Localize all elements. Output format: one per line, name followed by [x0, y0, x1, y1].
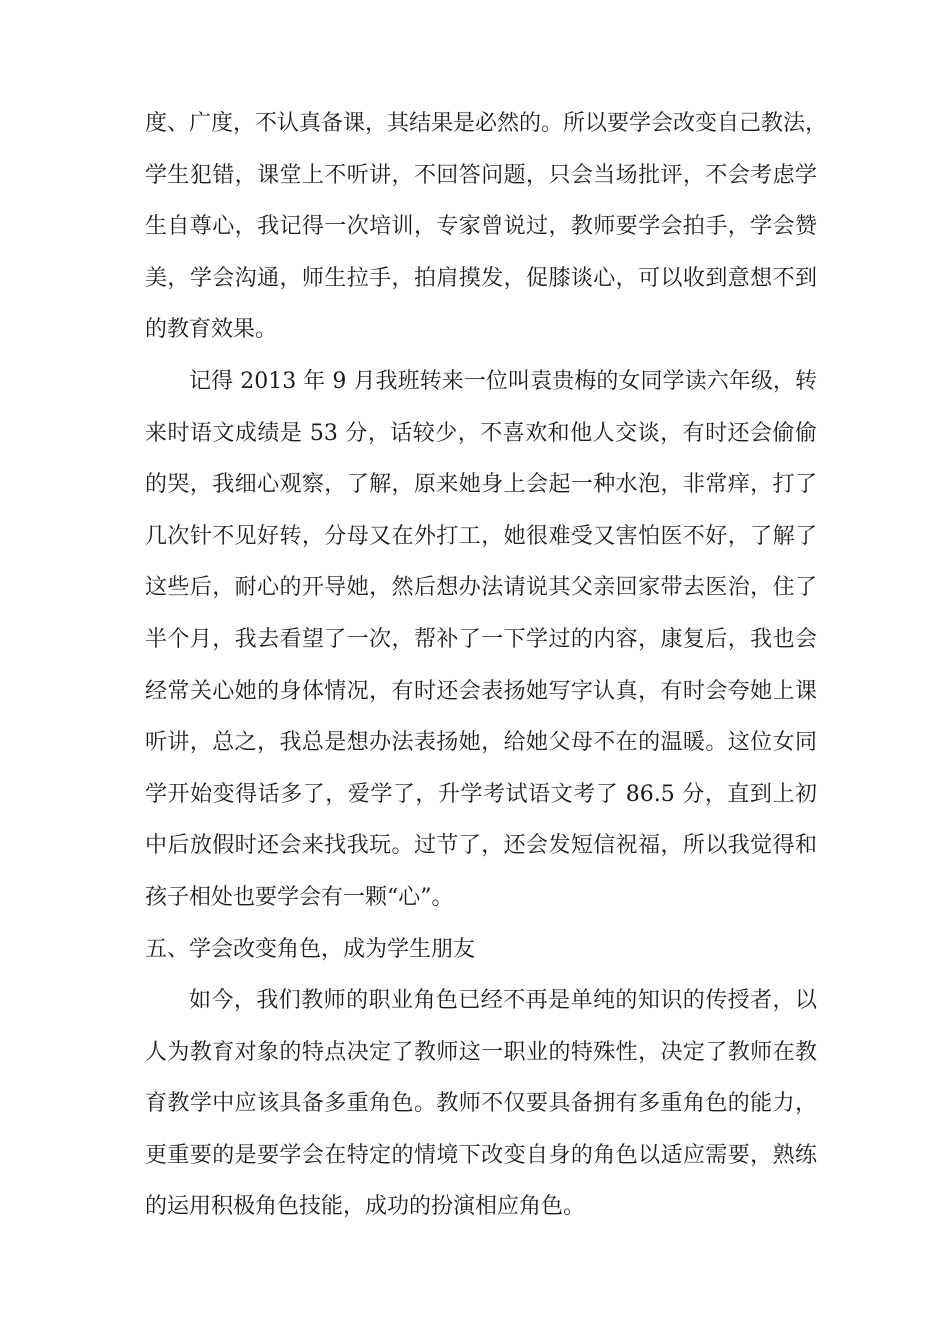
text-line: 的教育效果。 [145, 317, 278, 343]
text-line: 这些后，耐心的开导她，然后想办法请说其父亲回家带去医治，住了 [145, 575, 817, 601]
document-body [145, 98, 828, 1233]
text-line: 经常关心她的身体情况，有时还会表扬她写字认真，有时会夸她上课 [145, 678, 817, 704]
text-line: 中后放假时还会来找我玩。过节了，还会发短信祝福，所以我觉得和 [145, 833, 817, 859]
text-line: 来时语文成绩是 53 分，话较少，不喜欢和他人交谈，有时还会偷偷 [145, 420, 817, 446]
paragraph-student-story [145, 356, 817, 924]
text-line: 度、广度，不认真备课，其结果是必然的。所以要学会改变自己教法， [145, 111, 828, 136]
text-line: 记得 2013 年 9 月我班转来一位叫袁贵梅的女同学读六年级，转 [189, 368, 817, 394]
text-line: 的哭，我细心观察，了解，原来她身上会起一种水泡，非常痒，打了 [145, 472, 817, 498]
section-heading-5 [145, 924, 817, 976]
paragraph-teacher-roles [145, 975, 817, 1233]
text-line: 生自尊心，我记得一次培训，专家曾说过，教师要学会拍手，学会赞 [145, 214, 817, 240]
text-line: 美，学会沟通，师生拉手，拍肩摸发，促膝谈心，可以收到意想不到 [145, 265, 817, 291]
paragraph-teaching-methods [145, 98, 828, 356]
text-line: 的运用积极角色技能，成功的扮演相应角色。 [145, 1194, 586, 1220]
text-line: 如今，我们教师的职业角色已经不再是单纯的知识的传授者，以 [189, 988, 817, 1014]
text-line: 听讲，总之，我总是想办法表扬她，给她父母不在的温暖。这位女同 [145, 730, 817, 756]
text-line: 学生犯错，课堂上不听讲，不回答问题，只会当场批评，不会考虑学 [145, 162, 817, 188]
heading-text: 五、学会改变角色，成为学生朋友 [145, 936, 476, 962]
text-line: 更重要的是要学会在特定的情境下改变自身的角色以适应需要，熟练 [145, 1142, 817, 1168]
text-line: 半个月，我去看望了一次，帮补了一下学过的内容，康复后，我也会 [145, 626, 817, 652]
text-line: 育教学中应该具备多重角色。教师不仅要具备拥有多重角色的能力， [145, 1091, 817, 1117]
text-line: 人为教育对象的特点决定了教师这一职业的特殊性，决定了教师在教 [145, 1039, 817, 1065]
text-line: 学开始变得话多了，爱学了，升学考试语文考了 86.5 分，直到上初 [145, 781, 817, 807]
text-line: 几次针不见好转，分母又在外打工，她很难受又害怕医不好，了解了 [145, 523, 817, 549]
text-line: 孩子相处也要学会有一颗“心”。 [145, 884, 454, 910]
